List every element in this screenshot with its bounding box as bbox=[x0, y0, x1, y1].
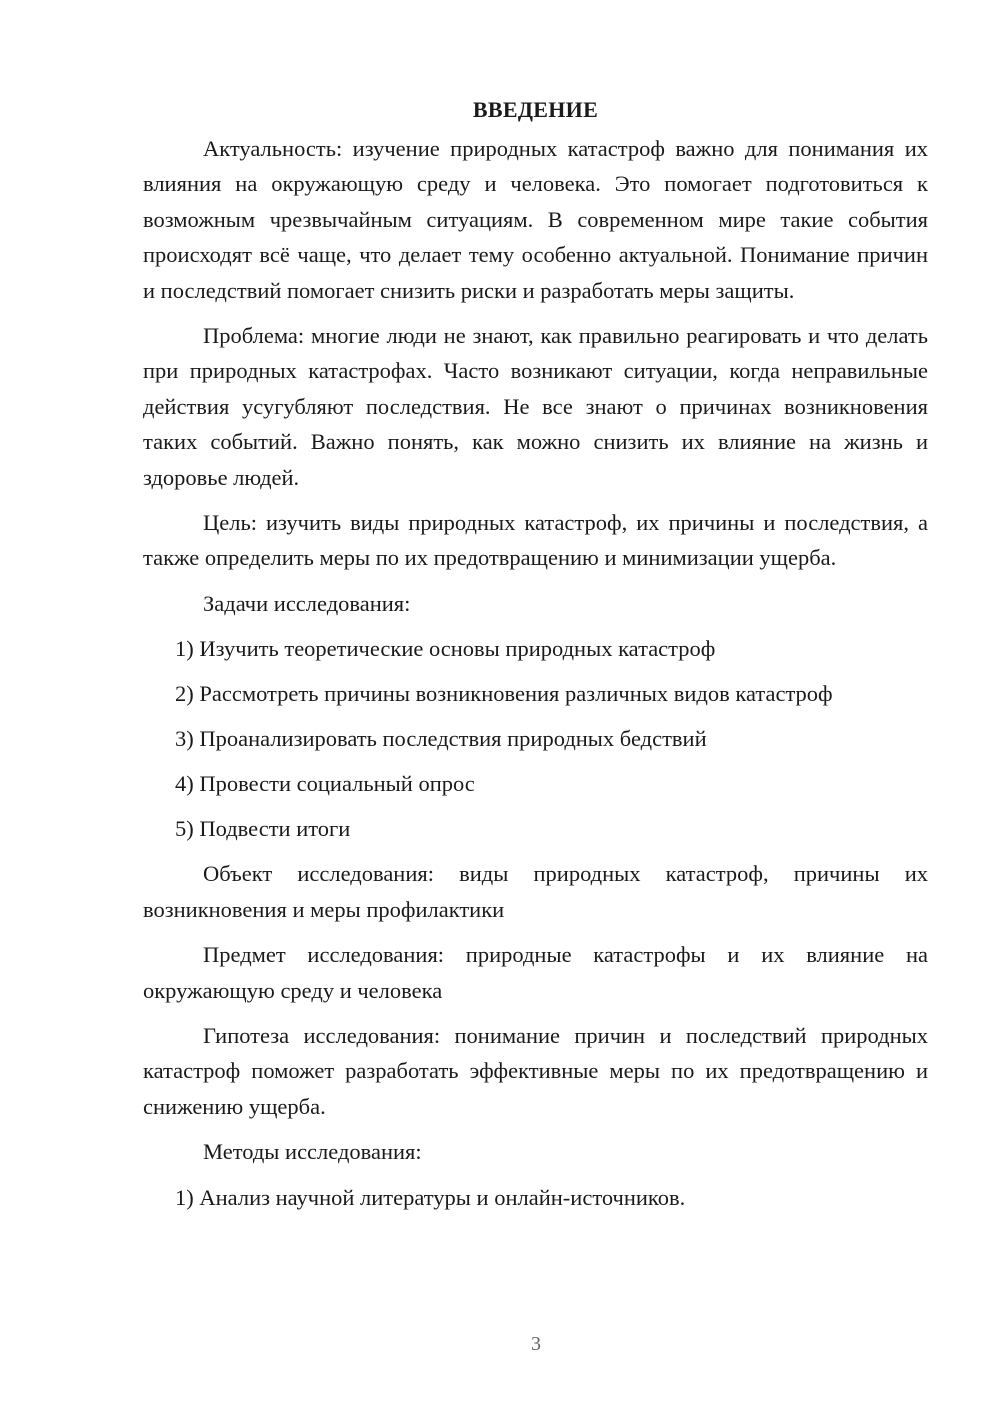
page-number: 3 bbox=[531, 1333, 541, 1355]
hypothesis-paragraph: Гипотеза исследования: понимание причин и последствий природных катастроф поможет разработать эффективные меры по их предотвращению и снижению ущерба. bbox=[143, 1022, 928, 1119]
tasks-list bbox=[143, 631, 928, 846]
list-item: 1) Анализ научной литературы и онлайн-источников. bbox=[175, 1184, 686, 1210]
relevance-paragraph: Актуальность: изучение природных катастроф важно для понимания их влияния на окружающую среду и человека. Это помогает подготовиться к возможным чрезвычайным ситуациям. В современном мире такие события происходят всё чаще, что делает тему особенно актуальной. Понимание причин и последствий помогает снизить риски и разработать меры защиты. bbox=[143, 136, 928, 303]
list-item: 2) Рассмотреть причины возникновения различных видов катастроф bbox=[175, 681, 833, 707]
page-title: ВВЕДЕНИЕ bbox=[472, 97, 599, 122]
methods-list bbox=[143, 1180, 928, 1215]
goal-paragraph: Цель: изучить виды природных катастроф, их причины и последствия, а также определить меры по их предотвращению и минимизации ущерба. bbox=[143, 510, 928, 571]
list-item: 5) Подвести итоги bbox=[175, 816, 351, 842]
list-item: 4) Провести социальный опрос bbox=[175, 771, 475, 797]
subject-paragraph: Предмет исследования: природные катастрофы и их влияние на окружающую среду и человека bbox=[143, 942, 928, 1003]
object-paragraph: Объект исследования: виды природных катастроф, причины их возникновения и меры профилактики bbox=[143, 861, 928, 922]
problem-paragraph: Проблема: многие люди не знают, как правильно реагировать и что делать при природных катастрофах. Часто возникают ситуации, когда неправильные действия усугубляют последствия. Не все знают о причинах возникновения таких событий. Важно понять, как можно снизить их влияние на жизнь и здоровье людей. bbox=[143, 323, 928, 490]
list-item: 1) Изучить теоретические основы природных катастроф bbox=[175, 636, 716, 662]
methods-heading: Методы исследования: bbox=[203, 1139, 422, 1165]
tasks-heading: Задачи исследования: bbox=[203, 590, 411, 616]
page-content bbox=[143, 93, 928, 1225]
list-item: 3) Проанализировать последствия природных бедствий bbox=[175, 726, 707, 752]
